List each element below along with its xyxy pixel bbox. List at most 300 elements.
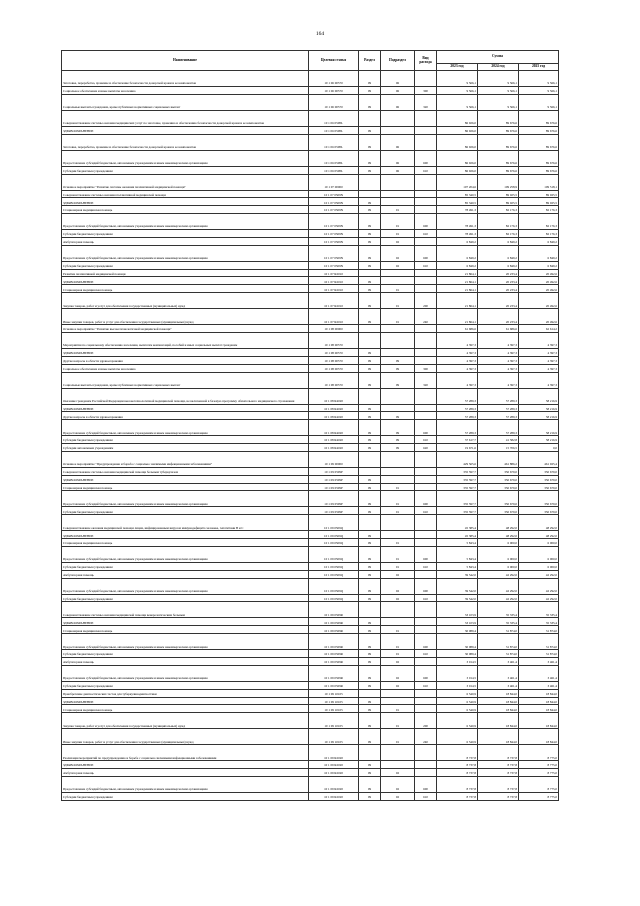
row-sum-2023: 8 737,8 bbox=[437, 792, 478, 800]
row-sum-2024: 350 679,0 bbox=[478, 483, 519, 491]
row-name: Амбулаторная помощь bbox=[62, 237, 309, 245]
row-expense-type bbox=[415, 602, 437, 618]
row-subsection bbox=[381, 277, 415, 285]
row-sum-2025: 0,0 bbox=[519, 444, 559, 452]
row-section: 09 bbox=[359, 665, 381, 681]
row-subsection: 02 bbox=[381, 776, 415, 792]
table-row bbox=[62, 126, 559, 134]
row-target-article: 10 1 08 00570 bbox=[309, 356, 359, 364]
row-section bbox=[359, 388, 381, 404]
row-section: 09 bbox=[359, 245, 381, 261]
row-section: 09 bbox=[359, 134, 381, 150]
row-name: Совершенствование системы оказания медицинской помощи больным туберкулезом bbox=[62, 467, 309, 475]
row-sum-2023: 8 737,8 bbox=[437, 745, 478, 761]
row-expense-type bbox=[415, 515, 437, 531]
row-expense-type bbox=[415, 697, 437, 705]
row-section: 09 bbox=[359, 594, 381, 602]
row-expense-type bbox=[415, 475, 437, 483]
row-target-article: 10 1 09 0509R bbox=[309, 658, 359, 666]
table-row bbox=[62, 364, 559, 372]
row-sum-2024: 42 292,0 bbox=[478, 570, 519, 578]
row-section: 09 bbox=[359, 776, 381, 792]
row-expense-type: 610 bbox=[415, 436, 437, 444]
row-subsection: 06 bbox=[381, 166, 415, 174]
table-row bbox=[62, 269, 559, 277]
row-sum-2024: 89 676,6 bbox=[478, 110, 519, 126]
row-subsection: 06 bbox=[381, 71, 415, 87]
row-sum-2023: 33 103,9 bbox=[437, 602, 478, 618]
row-expense-type: 320 bbox=[415, 372, 437, 388]
row-sum-2024: 89 676,6 bbox=[478, 166, 519, 174]
row-name: Предоставление субсидий бюджетным, автономным учреждениям и иным некоммерческим организациям bbox=[62, 245, 309, 261]
row-subsection: 01 bbox=[381, 293, 415, 309]
row-sum-2023: 57 289,3 bbox=[437, 412, 478, 420]
row-sum-2024: 31 874,0 bbox=[478, 634, 519, 650]
table-row bbox=[62, 444, 559, 452]
row-name: Субсидии бюджетным учреждениям bbox=[62, 507, 309, 515]
table-row bbox=[62, 87, 559, 95]
row-subsection bbox=[381, 618, 415, 626]
row-subsection: 01 bbox=[381, 491, 415, 507]
row-sum-2023: 45 385,4 bbox=[437, 531, 478, 539]
row-name: Закупка товаров, работ и услуг для обеспечения государственных (муниципальных) нужд bbox=[62, 713, 309, 729]
row-sum-2023: 8 737,8 bbox=[437, 776, 478, 792]
row-subsection: 01 bbox=[381, 230, 415, 238]
row-target-article: 10 1 08 R4020 bbox=[309, 388, 359, 404]
row-subsection: 01 bbox=[381, 705, 415, 713]
row-sum-2025: 42 292,0 bbox=[519, 594, 559, 602]
row-target-article: 10 1 08 00570 bbox=[309, 332, 359, 348]
row-sum-2025: 58 216,9 bbox=[519, 412, 559, 420]
row-name: Предоставление субсидий бюджетным, автономным учреждениям и иным некоммерческим организациям bbox=[62, 491, 309, 507]
row-expense-type bbox=[415, 689, 437, 697]
row-sum-2025: 350 679,0 bbox=[519, 467, 559, 475]
row-expense-type bbox=[415, 483, 437, 491]
table-row bbox=[62, 650, 559, 658]
row-target-article: 10 1 09 0509Q bbox=[309, 546, 359, 562]
row-section: 09 bbox=[359, 166, 381, 174]
row-section: 09 bbox=[359, 792, 381, 800]
row-sum-2023: 4 397,3 bbox=[437, 372, 478, 388]
row-sum-2025: 58 216,9 bbox=[519, 388, 559, 404]
header-section: Раздел bbox=[359, 51, 381, 71]
row-target-article: 10 1 06 0508L bbox=[309, 110, 359, 126]
row-target-article: 10 1 07 R2010 bbox=[309, 285, 359, 293]
row-target-article: 10 1 09 R2020 bbox=[309, 769, 359, 777]
row-subsection: 02 bbox=[381, 237, 415, 245]
row-name: Мероприятия по социальному обеспечению населения, выплатам компенсаций, пособий и иных социальных выплат гражданам bbox=[62, 332, 309, 348]
row-expense-type bbox=[415, 388, 437, 404]
row-section: 09 bbox=[359, 237, 381, 245]
row-target-article: 10 1 06 00570 bbox=[309, 94, 359, 110]
row-target-article: 10 1 09 10105 bbox=[309, 705, 359, 713]
row-target-article: 10 1 09 R2020 bbox=[309, 745, 359, 761]
row-expense-type bbox=[415, 325, 437, 333]
row-subsection: 01 bbox=[381, 214, 415, 230]
row-name: Субсидии бюджетным учреждениям bbox=[62, 650, 309, 658]
row-sum-2025: 8 775,0 bbox=[519, 776, 559, 792]
row-target-article: 10 1 09 0509Q bbox=[309, 539, 359, 547]
row-sum-2023: 335 597,7 bbox=[437, 483, 478, 491]
row-target-article: 10 1 07 R2010 bbox=[309, 309, 359, 325]
row-subsection: 01 bbox=[381, 309, 415, 325]
row-sum-2023: 39 542,0 bbox=[437, 570, 478, 578]
row-expense-type: 600 bbox=[415, 776, 437, 792]
row-sum-2025: 6 849,2 bbox=[519, 261, 559, 269]
row-target-article: 10 1 07 R2010 bbox=[309, 293, 359, 309]
row-section: 09 bbox=[359, 87, 381, 95]
row-subsection: 09 bbox=[381, 444, 415, 452]
row-subsection bbox=[381, 110, 415, 126]
row-sum-2024: 42 292,0 bbox=[478, 594, 519, 602]
table-row bbox=[62, 745, 559, 761]
row-sum-2024: 89 025,5 bbox=[478, 198, 519, 206]
row-sum-2024: 8 737,8 bbox=[478, 761, 519, 769]
table-row bbox=[62, 681, 559, 689]
row-sum-2024: 8 737,8 bbox=[478, 792, 519, 800]
row-expense-type: 200 bbox=[415, 713, 437, 729]
row-section: 09 bbox=[359, 277, 381, 285]
row-subsection: 09 bbox=[381, 372, 415, 388]
row-target-article: 10 1 09 0509Q bbox=[309, 515, 359, 531]
row-name: Стационарная медицинская помощь bbox=[62, 483, 309, 491]
row-subsection bbox=[381, 348, 415, 356]
row-section: 09 bbox=[359, 214, 381, 230]
row-expense-type bbox=[415, 451, 437, 467]
row-section bbox=[359, 451, 381, 467]
row-subsection: 01 bbox=[381, 285, 415, 293]
table-row bbox=[62, 198, 559, 206]
row-sum-2025: 3 461,4 bbox=[519, 665, 559, 681]
row-sum-2024: 461 886,2 bbox=[478, 451, 519, 467]
row-sum-2023: 61 686,6 bbox=[437, 325, 478, 333]
row-expense-type: 610 bbox=[415, 261, 437, 269]
row-sum-2024: 89 676,6 bbox=[478, 134, 519, 150]
row-sum-2024: 18 844,0 bbox=[478, 713, 519, 729]
table-row bbox=[62, 665, 559, 681]
row-name: Совершенствование системы оказания медицинской помощи венерологическим больным bbox=[62, 602, 309, 618]
row-subsection bbox=[381, 451, 415, 467]
table-body bbox=[62, 71, 559, 801]
row-target-article: 10 1 07 0509N bbox=[309, 214, 359, 230]
row-section bbox=[359, 190, 381, 198]
table-row bbox=[62, 451, 559, 467]
row-name: Амбулаторная помощь bbox=[62, 769, 309, 777]
row-target-article: 10 1 08 R4020 bbox=[309, 444, 359, 452]
row-expense-type bbox=[415, 174, 437, 190]
row-section: 09 bbox=[359, 94, 381, 110]
row-target-article: 10 1 08 00570 bbox=[309, 372, 359, 388]
row-expense-type: 240 bbox=[415, 309, 437, 325]
row-sum-2024: 4 397,3 bbox=[478, 356, 519, 364]
row-sum-2024: 89 025,5 bbox=[478, 190, 519, 198]
row-name: Совершенствование системы оказания медицинских услуг по заготовке, хранению и обеспечению безопасности донорской крови и ее компонентов bbox=[62, 110, 309, 126]
row-expense-type: 610 bbox=[415, 594, 437, 602]
row-name: Субсидии бюджетным учреждениям bbox=[62, 261, 309, 269]
row-sum-2025: 20 492,6 bbox=[519, 269, 559, 277]
row-expense-type: 600 bbox=[415, 578, 437, 594]
row-subsection: 02 bbox=[381, 570, 415, 578]
row-section: 09 bbox=[359, 681, 381, 689]
row-expense-type: 610 bbox=[415, 166, 437, 174]
row-target-article: 10 1 07 R2010 bbox=[309, 277, 359, 285]
header-name: Наименование bbox=[62, 51, 309, 71]
row-expense-type: 320 bbox=[415, 94, 437, 110]
table-row bbox=[62, 546, 559, 562]
row-sum-2025: 3 461,4 bbox=[519, 658, 559, 666]
row-expense-type bbox=[415, 269, 437, 277]
table-row bbox=[62, 420, 559, 436]
row-sum-2023: 30 089,4 bbox=[437, 626, 478, 634]
row-name: Социальные выплаты гражданам, кроме публичных нормативных социальных выплат bbox=[62, 372, 309, 388]
row-sum-2023: 6 849,2 bbox=[437, 245, 478, 261]
table-row bbox=[62, 491, 559, 507]
row-name: Другие вопросы в области здравоохранения bbox=[62, 356, 309, 364]
row-name: Предоставление субсидий бюджетным, автономным учреждениям и иным некоммерческим организациям bbox=[62, 214, 309, 230]
row-sum-2025: 58 216,9 bbox=[519, 420, 559, 436]
row-sum-2023: 57 289,3 bbox=[437, 388, 478, 404]
row-sum-2024: 20 233,4 bbox=[478, 269, 519, 277]
row-sum-2023: 30 089,4 bbox=[437, 650, 478, 658]
row-sum-2023: 21 864,1 bbox=[437, 277, 478, 285]
row-subsection: 01 bbox=[381, 546, 415, 562]
row-name: Другие вопросы в области здравоохранения bbox=[62, 412, 309, 420]
row-name: Заготовка, переработка, хранение и обеспечение безопасности донорской крови и ее компонентов bbox=[62, 71, 309, 87]
row-target-article: 10 1 06 0508L bbox=[309, 166, 359, 174]
row-expense-type: 600 bbox=[415, 150, 437, 166]
row-sum-2024: 35 335,4 bbox=[478, 602, 519, 618]
row-expense-type bbox=[415, 110, 437, 126]
row-target-article: 10 1 07 0509N bbox=[309, 198, 359, 206]
row-expense-type: 600 bbox=[415, 491, 437, 507]
row-subsection: 02 bbox=[381, 658, 415, 666]
row-target-article: 10 1 09 0509P bbox=[309, 483, 359, 491]
row-subsection: 01 bbox=[381, 634, 415, 650]
row-section: 09 bbox=[359, 539, 381, 547]
row-name: Реализация мероприятий по предупреждению и борьбе с социально значимыми инфекционными заболеваниями bbox=[62, 745, 309, 761]
row-sum-2023: 9 566,1 bbox=[437, 71, 478, 87]
row-section: 09 bbox=[359, 761, 381, 769]
row-target-article: 10 1 09 0509R bbox=[309, 602, 359, 618]
table-row bbox=[62, 277, 559, 285]
row-sum-2023: 107 204,6 bbox=[437, 174, 478, 190]
row-subsection bbox=[381, 531, 415, 539]
row-name: Развитие паллиативной медицинской помощи bbox=[62, 269, 309, 277]
row-section: 09 bbox=[359, 769, 381, 777]
table-row bbox=[62, 230, 559, 238]
row-sum-2023: 8 737,8 bbox=[437, 769, 478, 777]
table-row bbox=[62, 689, 559, 697]
row-expense-type: 300 bbox=[415, 87, 437, 95]
table-row bbox=[62, 404, 559, 412]
row-section: 09 bbox=[359, 309, 381, 325]
row-expense-type bbox=[415, 412, 437, 420]
row-target-article: 10 1 06 00570 bbox=[309, 87, 359, 95]
row-sum-2024: 18 844,0 bbox=[478, 697, 519, 705]
row-target-article: 10 1 07 0509N bbox=[309, 206, 359, 214]
row-section: 09 bbox=[359, 475, 381, 483]
table-row bbox=[62, 94, 559, 110]
table-row bbox=[62, 658, 559, 666]
table-row bbox=[62, 507, 559, 515]
row-target-article: 10 1 09 0509Q bbox=[309, 594, 359, 602]
row-expense-type bbox=[415, 467, 437, 475]
row-name: Предоставление субсидий бюджетным, автономным учреждениям и иным некоммерческим организациям bbox=[62, 776, 309, 792]
row-sum-2024: 89 676,6 bbox=[478, 126, 519, 134]
row-expense-type: 610 bbox=[415, 681, 437, 689]
row-target-article: 10 1 09 0509R bbox=[309, 681, 359, 689]
row-sum-2025: 31 874,0 bbox=[519, 650, 559, 658]
row-sum-2023: 30 089,4 bbox=[437, 634, 478, 650]
row-name: ЗДРАВООХРАНЕНИЕ bbox=[62, 126, 309, 134]
row-subsection: 01 bbox=[381, 562, 415, 570]
row-sum-2025: 6 849,2 bbox=[519, 245, 559, 261]
row-sum-2025: 350 679,0 bbox=[519, 491, 559, 507]
row-target-article: 10 1 07 0509N bbox=[309, 237, 359, 245]
row-sum-2023: 85 340,5 bbox=[437, 190, 478, 198]
row-section: 09 bbox=[359, 364, 381, 372]
row-target-article: 10 1 07 0509N bbox=[309, 230, 359, 238]
row-sum-2023: 9 566,1 bbox=[437, 94, 478, 110]
table-row bbox=[62, 332, 559, 348]
table-row bbox=[62, 634, 559, 650]
table-row bbox=[62, 594, 559, 602]
row-expense-type: 600 bbox=[415, 634, 437, 650]
row-sum-2023: 6 540,9 bbox=[437, 729, 478, 745]
row-name: Совершенствование системы оказания паллиативной медицинской помощи bbox=[62, 190, 309, 198]
row-expense-type bbox=[415, 285, 437, 293]
row-sum-2023: 3 014,5 bbox=[437, 681, 478, 689]
row-subsection: 02 bbox=[381, 665, 415, 681]
row-name: Субсидии автономным учреждениям bbox=[62, 444, 309, 452]
row-sum-2025: 20 492,6 bbox=[519, 293, 559, 309]
row-sum-2025: 48 292,0 bbox=[519, 531, 559, 539]
row-sum-2024: 89 676,6 bbox=[478, 150, 519, 166]
row-sum-2023: 4 397,3 bbox=[437, 332, 478, 348]
row-sum-2025: 58 216,9 bbox=[519, 436, 559, 444]
row-name: Субсидии бюджетным учреждениям bbox=[62, 562, 309, 570]
row-target-article: 10 1 06 0508L bbox=[309, 134, 359, 150]
row-expense-type: 240 bbox=[415, 729, 437, 745]
row-section bbox=[359, 332, 381, 348]
row-sum-2025: 89 676,6 bbox=[519, 126, 559, 134]
row-sum-2025: 20 492,6 bbox=[519, 277, 559, 285]
row-subsection bbox=[381, 404, 415, 412]
row-sum-2023: 57 289,3 bbox=[437, 404, 478, 412]
row-name: ЗДРАВООХРАНЕНИЕ bbox=[62, 697, 309, 705]
row-name: Амбулаторная помощь bbox=[62, 570, 309, 578]
row-name: Субсидии бюджетным учреждениям bbox=[62, 792, 309, 800]
row-subsection: 02 bbox=[381, 578, 415, 594]
row-sum-2023: 6 540,9 bbox=[437, 713, 478, 729]
row-target-article: 10 1 09 0509R bbox=[309, 618, 359, 626]
row-sum-2023: 33 103,9 bbox=[437, 618, 478, 626]
row-sum-2024: 31 874,0 bbox=[478, 626, 519, 634]
row-sum-2023: 3 014,5 bbox=[437, 658, 478, 666]
row-sum-2025: 82 176,3 bbox=[519, 206, 559, 214]
row-name: Социальное обеспечение и иные выплаты населению bbox=[62, 364, 309, 372]
row-sum-2023: 335 597,7 bbox=[437, 467, 478, 475]
header-year-2024: 2024 год bbox=[478, 64, 519, 71]
row-section: 09 bbox=[359, 562, 381, 570]
row-target-article: 10 1 09 0509P bbox=[309, 491, 359, 507]
row-sum-2023: 6 849,2 bbox=[437, 261, 478, 269]
row-sum-2023: 86 926,0 bbox=[437, 134, 478, 150]
row-name: Предоставление субсидий бюджетным, автономным учреждениям и иным некоммерческим организациям bbox=[62, 150, 309, 166]
row-sum-2024: 20 233,4 bbox=[478, 309, 519, 325]
row-sum-2025: 8 775,0 bbox=[519, 745, 559, 761]
row-subsection: 02 bbox=[381, 792, 415, 800]
row-sum-2024: 18 844,0 bbox=[478, 689, 519, 697]
row-name: Субсидии бюджетным учреждениям bbox=[62, 230, 309, 238]
row-sum-2025: 4 397,3 bbox=[519, 332, 559, 348]
row-sum-2024: 31 874,0 bbox=[478, 650, 519, 658]
table-row bbox=[62, 237, 559, 245]
table-row bbox=[62, 71, 559, 87]
row-name: Предоставление субсидий бюджетным, автономным учреждениям и иным некоммерческим организациям bbox=[62, 634, 309, 650]
row-sum-2024: 6 000,0 bbox=[478, 546, 519, 562]
row-target-article: 10 1 06 0508L bbox=[309, 126, 359, 134]
row-sum-2025: 4 397,3 bbox=[519, 348, 559, 356]
row-sum-2024: 41 582,8 bbox=[478, 436, 519, 444]
row-section: 09 bbox=[359, 546, 381, 562]
row-sum-2025: 350 679,0 bbox=[519, 483, 559, 491]
table-row bbox=[62, 562, 559, 570]
row-sum-2024: 6 849,2 bbox=[478, 261, 519, 269]
row-sum-2024: 20 233,4 bbox=[478, 285, 519, 293]
table-row bbox=[62, 761, 559, 769]
row-sum-2024: 57 289,3 bbox=[478, 404, 519, 412]
row-section: 09 bbox=[359, 650, 381, 658]
row-sum-2025: 20 492,6 bbox=[519, 309, 559, 325]
row-subsection bbox=[381, 269, 415, 277]
row-expense-type: 610 bbox=[415, 507, 437, 515]
row-expense-type: 600 bbox=[415, 245, 437, 261]
row-target-article: 10 1 09 0509R bbox=[309, 665, 359, 681]
row-sum-2025: 89 676,6 bbox=[519, 134, 559, 150]
row-name: Основное мероприятие "Развитие высокотехнологичной медицинской помощи" bbox=[62, 325, 309, 333]
row-target-article: 10 1 07 R2010 bbox=[309, 269, 359, 277]
row-expense-type bbox=[415, 626, 437, 634]
row-sum-2023: 78 491,3 bbox=[437, 206, 478, 214]
row-section: 09 bbox=[359, 230, 381, 238]
row-target-article: 10 1 09 0509P bbox=[309, 507, 359, 515]
row-sum-2025: 31 874,0 bbox=[519, 634, 559, 650]
row-name: Оказание гражданам Российской Федерации высокотехнологичной медицинской помощи, не включенной в базовую программу обязательного медицинского страхования bbox=[62, 388, 309, 404]
row-target-article: 10 1 09 0509Q bbox=[309, 531, 359, 539]
row-sum-2023: 4 397,3 bbox=[437, 356, 478, 364]
row-sum-2024: 350 679,0 bbox=[478, 491, 519, 507]
row-section: 09 bbox=[359, 697, 381, 705]
row-subsection: 02 bbox=[381, 681, 415, 689]
row-sum-2024: 48 292,0 bbox=[478, 531, 519, 539]
row-expense-type: 600 bbox=[415, 665, 437, 681]
table-row bbox=[62, 578, 559, 594]
row-section bbox=[359, 269, 381, 277]
row-sum-2024: 4 397,3 bbox=[478, 348, 519, 356]
row-target-article: 10 1 09 0509R bbox=[309, 650, 359, 658]
row-sum-2023: 6 540,9 bbox=[437, 705, 478, 713]
row-sum-2023: 335 597,7 bbox=[437, 475, 478, 483]
row-section: 09 bbox=[359, 626, 381, 634]
row-section bbox=[359, 602, 381, 618]
row-expense-type bbox=[415, 658, 437, 666]
row-expense-type bbox=[415, 570, 437, 578]
row-section: 09 bbox=[359, 126, 381, 134]
row-section: 09 bbox=[359, 578, 381, 594]
row-subsection: 09 bbox=[381, 436, 415, 444]
row-name: Стационарная медицинская помощь bbox=[62, 705, 309, 713]
